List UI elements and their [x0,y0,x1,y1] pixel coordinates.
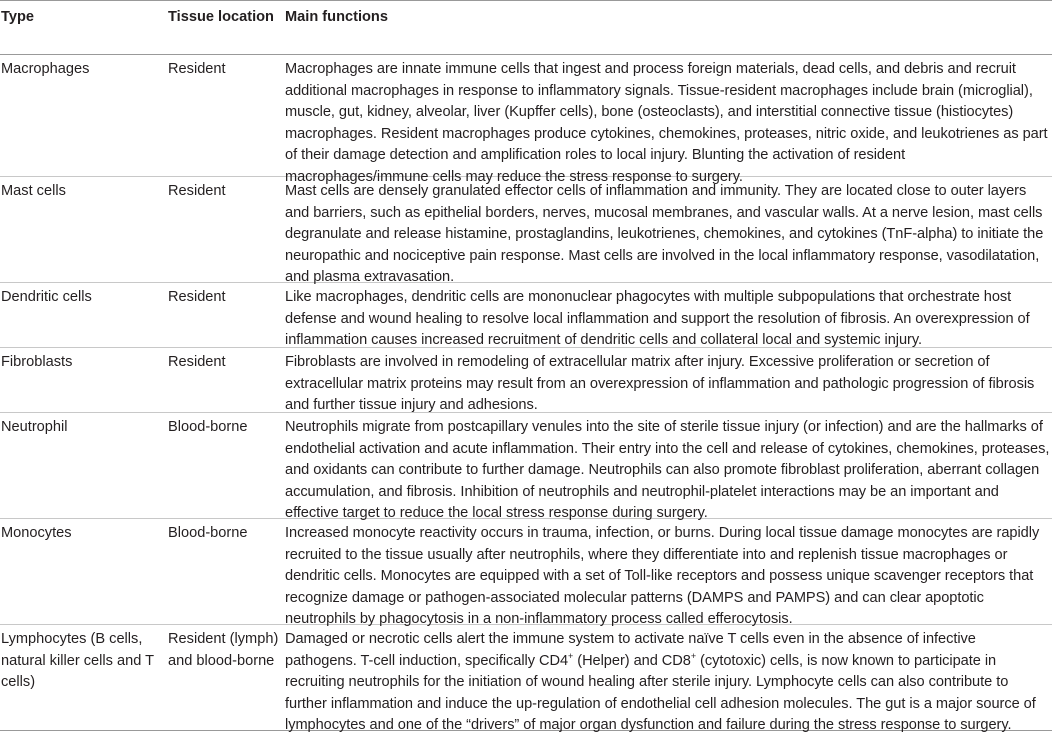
functions-text-part: (Helper) and CD8 [573,652,691,669]
cell-functions: Fibroblasts are involved in remodeling of extracellular matrix after injury. Excessive proliferation or secretion of extracellular matrix proteins may result from an overexpression of inflammation and pathologic progression of fibrosis and further tissue injury and adhesions. [285,354,1035,414]
cell-location: Resident [168,289,226,305]
functions-text-part: Damaged or necrotic cells alert the immune system to activate naïve T cells even in the absence of infective pathogens. T-cell induction, specifically CD4 [285,631,976,669]
cell-functions: Mast cells are densely granulated effector cells of inflammation and immunity. They are located close to outer layers and barriers, such as epithelial borders, nerves, mucosal membranes, and vascular walls. At a nerve lesion, mast cells degranulate and release histamine, prostaglandins, leukotrienes, chemokines, and cytokines (TnF-alpha) to initiate the neuropathic and nociceptive pain response. Mast cells are involved in the local inflammatory response, vasodilatation, and plasma extravasation. [285,183,1044,286]
cell-type: Monocytes [1,525,72,541]
table-header [0,0,1052,55]
cell-location: Resident [168,61,226,77]
cell-functions: Like macrophages, dendritic cells are mononuclear phagocytes with multiple subpopulations that orchestrate host defense and wound healing to resolve local inflammation and support the resolution of fibrosis. An overexpression of inflammation causes increased recruitment of dendritic cells and collateral local and systemic injury. [285,289,1030,349]
table-row [0,55,1052,185]
cell-type: Neutrophil [1,419,68,435]
cell-location: Resident [168,354,226,370]
header-tissue-location: Tissue location [168,9,274,25]
table-row [0,413,1052,522]
superscript-plus: + [568,650,574,661]
cell-location: Resident [168,183,226,199]
functions-text-part: (cytotoxic) cells, is now known to participate in recruiting neutrophils for the initiation of wound healing after sterile injury. Lymphocyte cells can also contribute to further inflammation and induce the up-regulation of endothelial cell adhesion molecules. The gut is a major source of lymphocytes and one of the “drivers” of major organ dysfunction and failure during the stress response to surgery. [285,652,1036,734]
header-type: Type [1,9,34,25]
cell-functions: Macrophages are innate immune cells that ingest and process foreign materials, dead cells, and debris and recruit additional macrophages in response to inflammatory signals. Tissue-resident macrophages include brain (microglial), muscle, gut, kidney, alveolar, liver (Kupffer cells), bone (osteoclasts), and interstitial connective tissue (histiocytes) macrophages. Resident macrophages produce cytokines, chemokines, proteases, nitric oxide, and leukotrienes as part of their damage detection and amplification roles to local injury. Blunting the activation of resident macrophages/immune cells may reduce the stress response to surgery. [285,61,1048,185]
cell-type: Fibroblasts [1,354,73,370]
cell-type: Mast cells [1,183,66,199]
cell-type: Lymphocytes (B cells, natural killer cells and T cells) [1,631,154,691]
table-row [0,177,1052,286]
table-row [0,625,1052,734]
table-row [0,348,1052,413]
table-row [0,283,1052,348]
cell-type: Macrophages [1,61,90,77]
cell-functions: Neutrophils migrate from postcapillary venules into the site of sterile tissue injury (or infection) and are the hallmarks of endothelial activation and acute inflammation. Their entry into the cell and release of cytokines, chemokines, proteases, and oxidants can contribute to further damage. Neutrophils can also promote fibroblast proliferation, aberrant collagen accumulation, and fibrosis. Inhibition of neutrophils and neutrophil-platelet interactions may be an important and effective target to reduce the local stress response during surgery. [285,419,1050,522]
cell-functions: Increased monocyte reactivity occurs in trauma, infection, or burns. During local tissue damage monocytes are rapidly recruited to the tissue usually after neutrophils, where they differentiate into and replenish tissue macrophages or dendritic cells. Monocytes are equipped with a set of Toll-like receptors and possess unique scavenger receptors that recognize damage or pathogen-associated molecular patterns (DAMPS and PAMPS) and can clear apoptotic neutrophils by phagocytosis in a non-inflammatory process called efferocytosis. [285,525,1040,628]
cell-location: Blood-borne [168,419,248,435]
cell-location: Blood-borne [168,525,248,541]
cell-functions [285,629,1052,734]
cell-location: Resident (lymph) and blood-borne [168,631,279,669]
superscript-plus: + [690,650,697,661]
header-main-functions: Main functions [285,9,388,25]
table-row [0,519,1052,628]
cell-type: Dendritic cells [1,289,92,305]
